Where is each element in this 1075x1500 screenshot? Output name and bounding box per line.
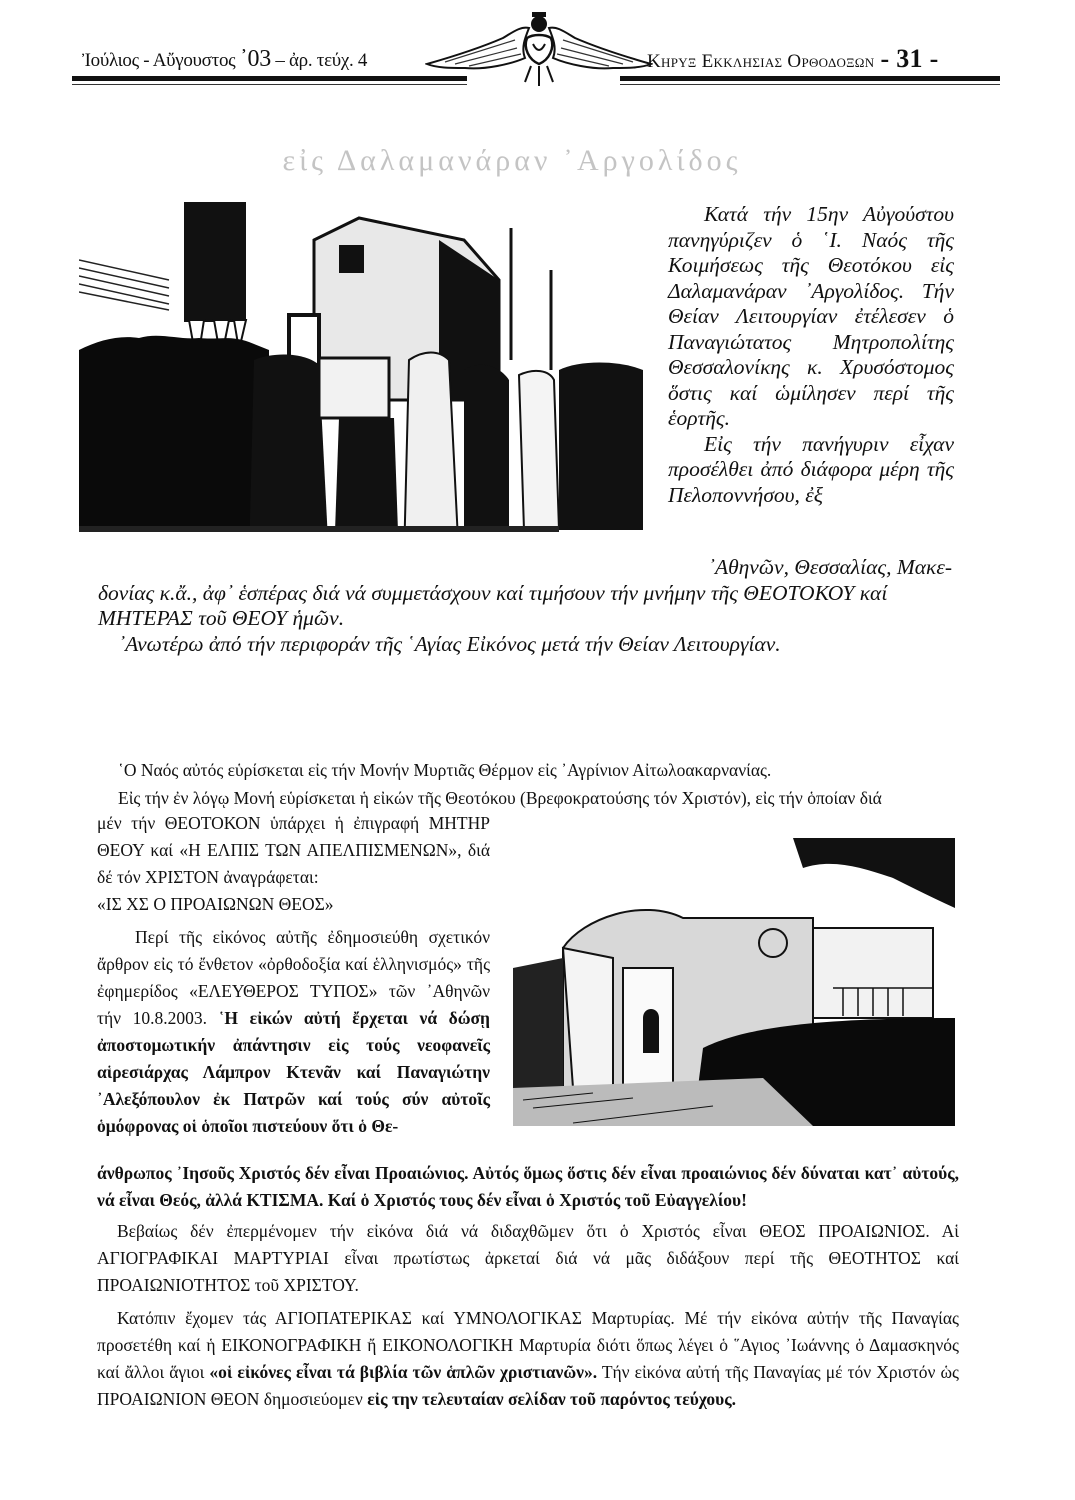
issue-number: – ἀρ. τεύχ. 4: [270, 50, 368, 71]
article2-paragraph-2-line: Εἰς τήν ἐν λόγῳ Μονή εὑρίσκεται ἡ εἰκών τῆς Θεοτόκου (Βρεφοκρατούσης τόν Χριστόν), εἰς τήν ὁποίαν διά: [118, 788, 882, 808]
procession-photo: [79, 200, 643, 550]
article2-paragraph-2-cont: μέν τήν ΘΕΟΤΟΚΟΝ ὑπάρχει ἡ ἐπιγραφή ΜΗΤΗΡ ΘΕΟΥ καί «Η ΕΛΠΙΣ ΤΩΝ ΑΠΕΛΠΙΣΜΕΝΩΝ», διά δέ τόν ΧΡΙΣΤΟΝ ἀναγράφεται:: [97, 813, 490, 887]
article-title: εἰς Δαλαμανάραν ᾽Αργολίδος: [282, 144, 742, 177]
article2-paragraph-3-cont: άνθρωπος ᾽Ιησοῦς Χριστός δέν εἶναι Προαιώνιος. Αὐτός ὅμως ὅστις δέν εἶναι προαιώνιος δέν δύναται κατ᾽ αὐτούς, νά εἶναι Θεός, ἀλλά ΚΤΙΣΜΑ. Καί ὁ Χριστός τους δέν εἶναι ὁ Χριστός τοῦ Εὐαγγελίου!: [97, 1163, 959, 1210]
photo-caption: ᾽Ανωτέρω ἀπό τήν περιφοράν τῆς ῾Αγίας Εἰκόνος μετά τήν Θείαν Λειτουργίαν.: [118, 631, 781, 656]
paragraph-5-bold-end: εἰς την τελευταίαν σελίδαν τοῦ παρόντος τεύχους.: [367, 1389, 736, 1409]
header-rule-right-thin: [620, 84, 1000, 85]
issue-months: Ἰούλιος - Αὔγουστος: [82, 50, 240, 71]
header-rule-right: [620, 76, 1000, 81]
issue-year: ᾽03: [239, 46, 271, 72]
issue-date: [82, 46, 367, 73]
paragraph-5-bold-quote: «οἱ εἰκόνες εἶναι τά βιβλία τῶν ἁπλῶν χριστιανῶν».: [209, 1362, 598, 1382]
article1-paragraph: Κατά τήν 15ην Αὐγούστου πανηγύριζεν ὁ ῾Ι. Ναός τῆς Κοιμήσεως τῆς Θεοτόκου εἰς Δαλαμανάραν ᾽Αργολίδος. Τήν Θείαν Λειτουργίαν ἐτέλεσεν ὁ Παναγιώτατος Μητροπολίτης Θεσσαλονίκης κ. Χρυσόστομος ὅστις καί ὡμίλησεν περί τῆς ἑορτῆς.: [668, 202, 954, 430]
article2-paragraph-3: [97, 924, 490, 1140]
paragraph-3-bold: ῾Η εἰκών αὐτή ἔρχεται νά δώσῃ ἀποστομωτικήν ἀπάντησιν εἰς τούς νεοφανεῖς αἱρεσιάρχας Λάμπρον Κτενᾶν καί Παναγιώτην ᾽Αλεξόπουλον ἐκ Πατρῶν καί τούς σύν αὐτοῖς ὁμόφρονας οἱ ὁποῖοι πιστεύουν ὅτι ὁ Θε-: [97, 1008, 490, 1136]
inscription: «ΙΣ ΧΣ Ο ΠΡΟΑΙΩΝΩΝ ΘΕΟΣ»: [97, 894, 334, 914]
article1-paragraph: Εἰς τήν πανήγυριν εἶχαν προσέλθει ἀπό διάφορα μέρη τῆς Πελοποννήσου, ἐξ: [668, 431, 954, 507]
paragraph-5-regular-a: Κατόπιν ἔχομεν τάς ΑΓΙΟΠΑΤΕΡΙΚΑΣ καί ΥΜΝΟΛΟΓΙΚΑΣ Μαρτυρίας. Μέ τήν εἰκόνα αὐτήν τῆς Παναγίας προσετέθη καί ἡ ΕΙΚΟΝΟΓΡΑΦΙΚΗ ἤ ΕΙΚΟΝΟΛΟΓΙΚΗ Μαρτυρία διότι ὅπως λέγει ὁ ῞Αγιος ᾽Ιωάννης ὁ Δαμασκηνός καί ἄλλοι ἅγιοι: [97, 1308, 959, 1382]
article2-full-width: [97, 1160, 959, 1413]
article1-continuation: δονίας κ.ἄ., ἀφ᾽ ἑσπέρας διά νά συμμετάσχουν καί τιμήσουν τήν μνήμην τῆς ΘΕΟΤΟΚΟΥ καί ΜΗΤΕΡΑΣ τοῦ ΘΕΟΥ ἡμῶν.: [98, 580, 888, 630]
paragraph-5-regular-b: Τήν εἰκόνα αὐτή τῆς Παναγίας μέ τόν Χριστόν ὡς ΠΡΟΑΙΩΝΙΟΝ ΘΕΟΝ δημοσιεύομεν: [97, 1362, 959, 1409]
paragraph-3-regular: Περί τῆς εἰκόνος αὐτῆς ἐδημοσιεύθη σχετικόν ἄρθρον εἰς τό ἔνθετον «ὀρθοδοξία καί ἑλληνισμός» τῆς ἐφημερίδος «ΕΛΕΥΘΕΡΟΣ ΤΥΠΟΣ» τῶν ᾽Αθηνῶν τήν 10.8.2003.: [97, 927, 490, 1028]
article1-column-text: [668, 202, 954, 508]
publication-title: [647, 44, 939, 74]
header-rule-left: [72, 76, 467, 81]
article1-full-text: [98, 555, 956, 657]
article1-continuation-line: ᾽Αθηνῶν, Θεσσαλίας, Μακε-: [707, 555, 952, 579]
article2-column: [97, 810, 490, 1140]
article2-paragraph-1: ῾Ο Ναός αὐτός εὑρίσκεται εἰς τήν Μονήν Μυρτιᾶς Θέρμον εἰς ᾽Αγρίνιον Αἰτωλοακαρνανίας.: [118, 760, 772, 780]
monastery-church-photo: [513, 838, 955, 1126]
article2-paragraph-4: Βεβαίως δέν ἐπερμένομεν τήν εἰκόνα διά νά διδαχθῶμεν ὅτι ὁ Χριστός εἶναι ΘΕΟΣ ΠΡΟΑΙΩΝΙΟΣ. Αἱ ΑΓΙΟΓΡΑΦΙΚΑΙ ΜΑΡΤΥΡΙΑΙ εἶναι πρωτίστως ἀρκεταί διά νά μᾶς διδάξουν περί τῆς ΘΕΟΤΗΤΟΣ καί ΠΡΟΑΙΩΝΙΟΤΗΤΟΣ τοῦ ΧΡΙΣΤΟΥ.: [97, 1221, 959, 1295]
page-number: - 31 -: [880, 44, 939, 73]
article2-paragraph-5: [97, 1305, 959, 1413]
header-rule-left-thin: [72, 84, 467, 85]
publication-name: Κηρυξ Εκκλησιας Ορθοδοξων: [647, 51, 875, 72]
double-headed-eagle-icon: [425, 8, 653, 90]
article2-intro: [100, 757, 962, 812]
